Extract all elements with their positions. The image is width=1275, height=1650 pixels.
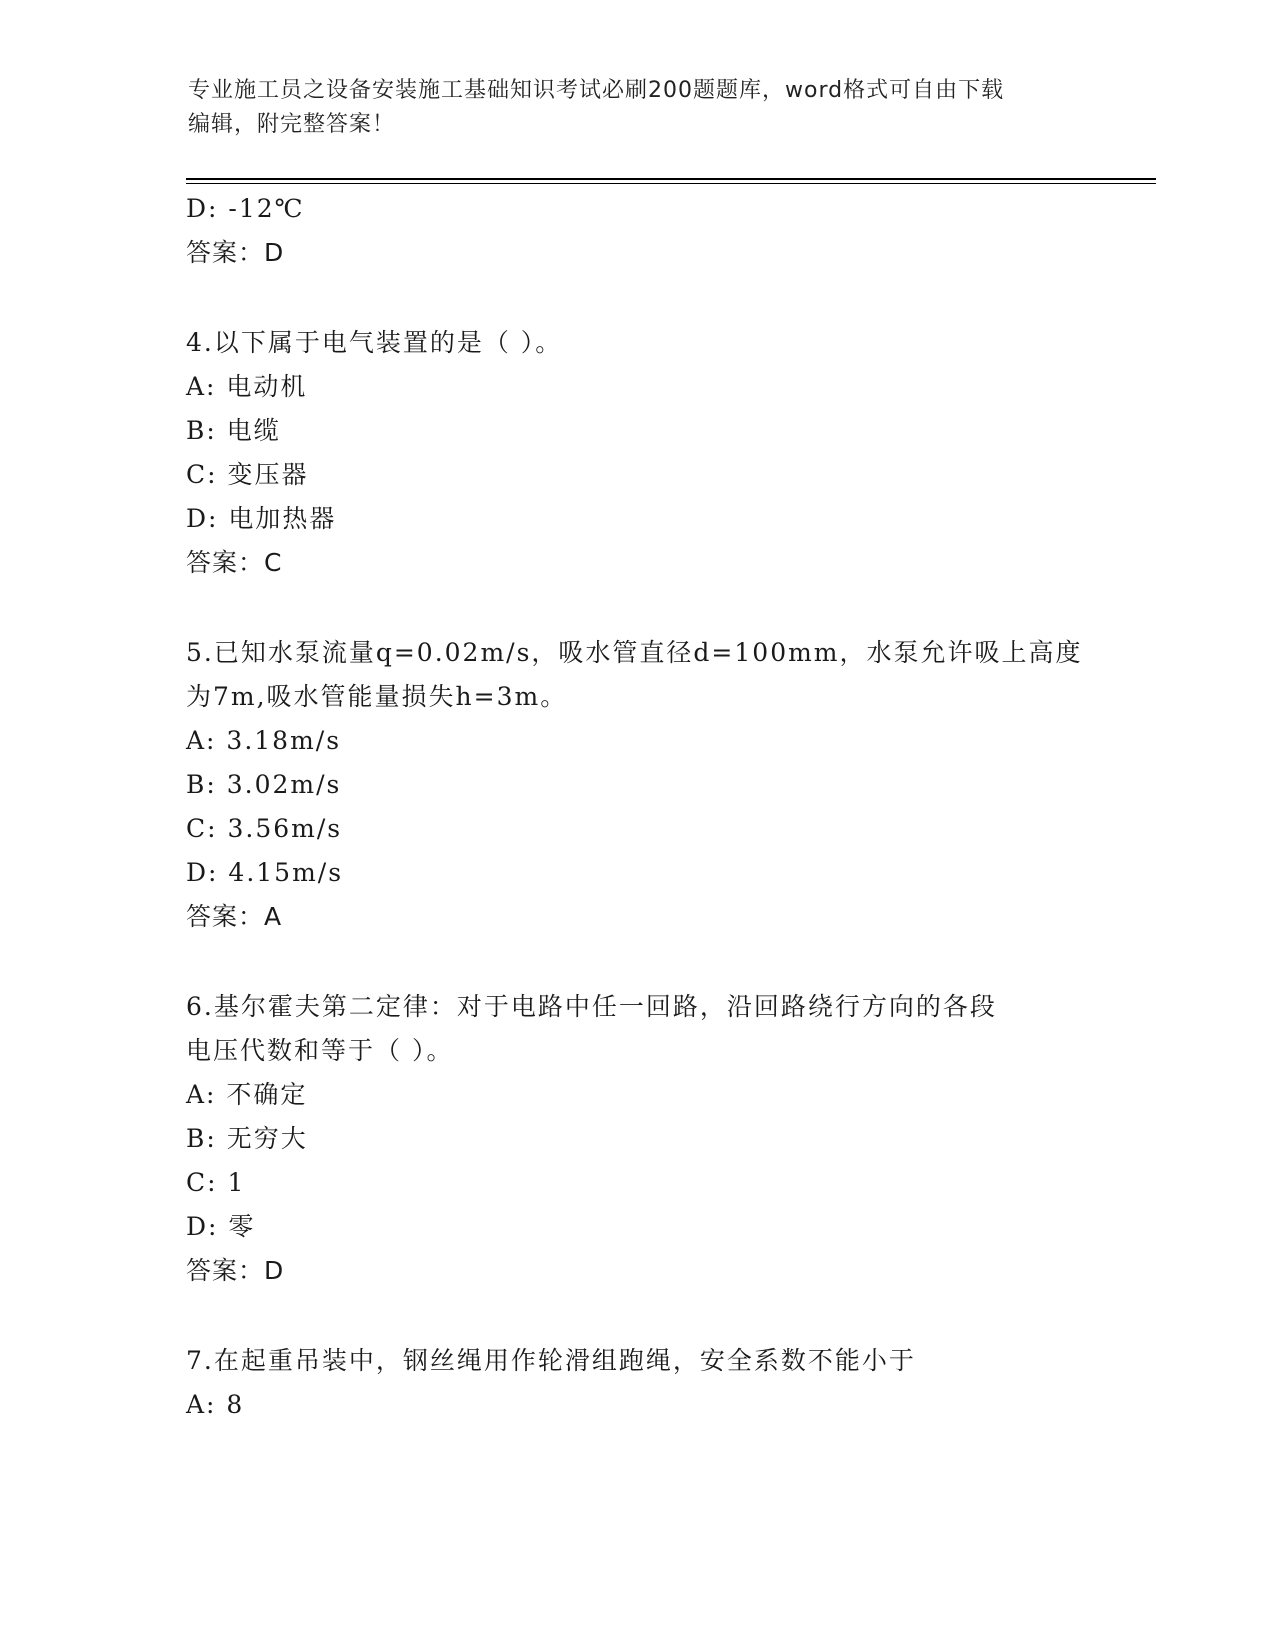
q5-option-c: C: 3.56m/s	[186, 814, 343, 843]
document-header	[188, 74, 1068, 142]
q7-option-a: A: 8	[186, 1390, 245, 1419]
q5-stem-line-1: 5.已知水泵流量q=0.02m/s，吸水管直径d=100mm，水泵允许吸上高度	[186, 638, 1083, 667]
q5-answer: 答案：A	[186, 902, 283, 931]
q4-answer: 答案：C	[186, 548, 283, 577]
header-divider-thick	[186, 178, 1156, 180]
q3-option-d: D: -12℃	[186, 194, 305, 223]
q3-answer: 答案：D	[186, 238, 285, 267]
q6-option-a: A: 不确定	[186, 1080, 308, 1109]
q5-option-d: D: 4.15m/s	[186, 858, 344, 887]
q6-option-b: B: 无穷大	[186, 1124, 308, 1153]
header-line-2: 编辑，附完整答案！	[188, 112, 396, 137]
header-divider-thin	[186, 183, 1156, 184]
q6-answer: 答案：D	[186, 1256, 285, 1285]
q5-option-b: B: 3.02m/s	[186, 770, 342, 799]
q6-option-d: D: 零	[186, 1212, 256, 1241]
q6-stem-line-1: 6.基尔霍夫第二定律：对于电路中任一回路，沿回路绕行方向的各段	[186, 992, 997, 1021]
q4-option-d: D: 电加热器	[186, 504, 337, 533]
q5-option-a: A: 3.18m/s	[186, 726, 342, 755]
q4-stem: 4.以下属于电气装置的是（ ）。	[186, 328, 563, 357]
q5-stem-line-2: 为7m,吸水管能量损失h=3m。	[186, 682, 568, 711]
q7-stem: 7.在起重吊装中，钢丝绳用作轮滑组跑绳，安全系数不能小于	[186, 1346, 916, 1375]
q6-stem-line-2: 电压代数和等于（ ）。	[186, 1036, 454, 1065]
q4-option-a: A: 电动机	[186, 372, 308, 401]
q4-option-b: B: 电缆	[186, 416, 281, 445]
q4-option-c: C: 变压器	[186, 460, 309, 489]
header-line-1: 专业施工员之设备安装施工基础知识考试必刷200题题库，word格式可自由下载	[188, 78, 1005, 103]
q6-option-c: C: 1	[186, 1168, 246, 1197]
